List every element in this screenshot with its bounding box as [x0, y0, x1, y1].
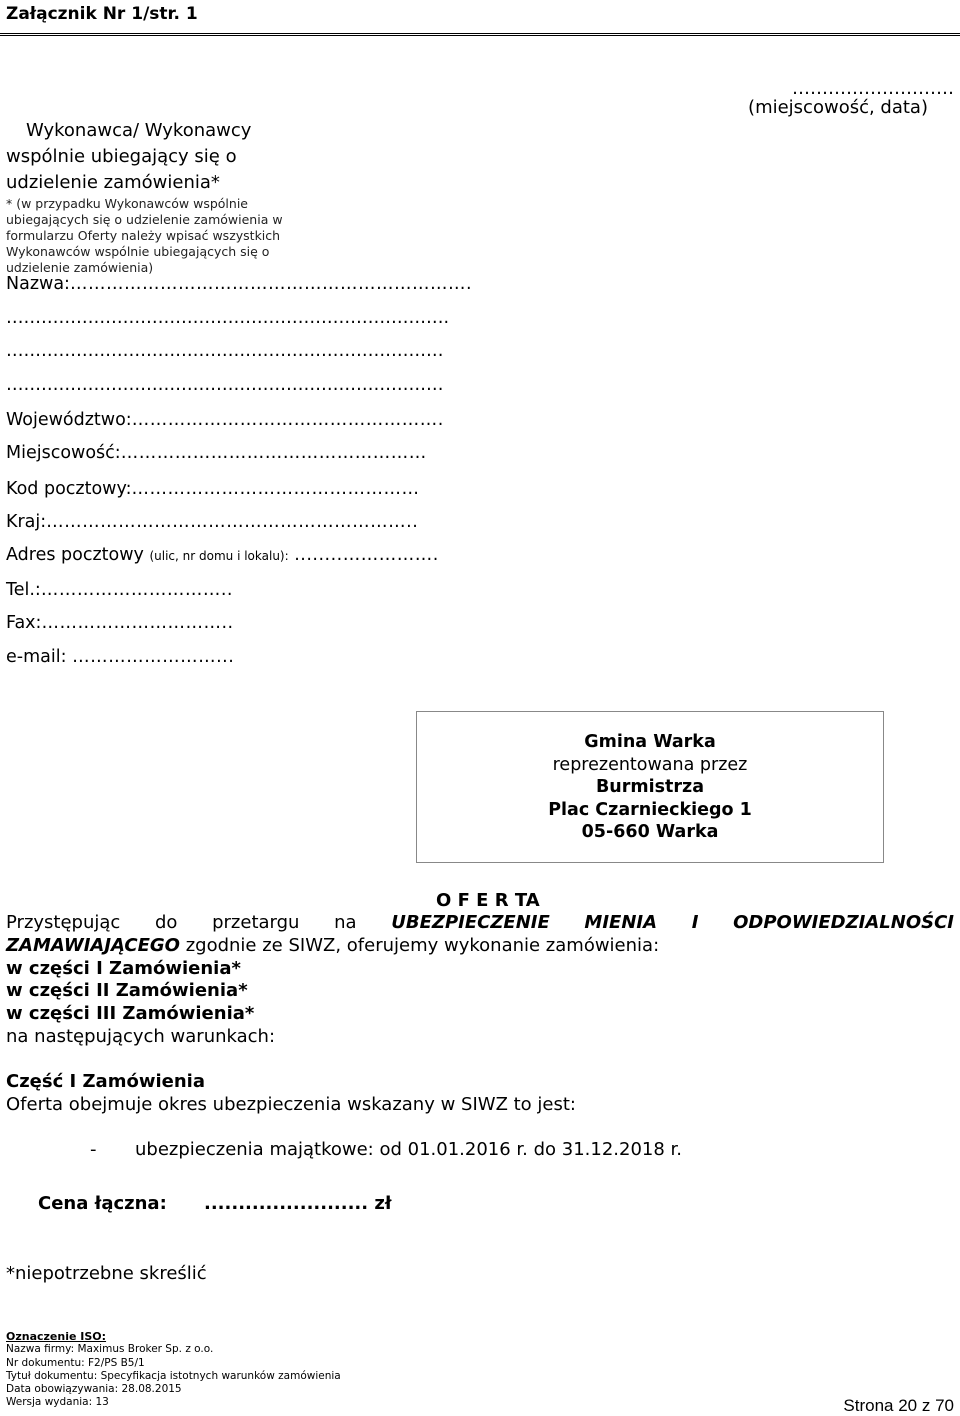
place-date-label: (miejscowość, data): [748, 97, 928, 118]
field-nazwa-dots[interactable]: ………………………………………………………….: [69, 274, 473, 294]
price-label: Cena łączna:: [38, 1193, 167, 1214]
period-text: ubezpieczenia majątkowe: od 01.01.2016 r. do 31.12.2018 r.: [135, 1139, 683, 1160]
field-tel[interactable]: [6, 580, 233, 600]
addressee-street: Plac Czarnieckiego 1: [548, 800, 752, 820]
field-adres[interactable]: [6, 545, 439, 565]
field-adres-dots[interactable]: ........…………….: [294, 545, 439, 565]
field-adres-label: Adres pocztowy: [6, 545, 144, 565]
footnote: *niepotrzebne skreślić: [6, 1263, 207, 1284]
subject-cont: ZAMAWIAJĄCEGO: [6, 935, 180, 956]
place-date-dots[interactable]: ………………………: [792, 78, 954, 99]
field-fax-dots[interactable]: …………………………..: [41, 613, 234, 633]
footer-doc-no: Nr dokumentu: F2/PS B5/1: [6, 1356, 145, 1369]
subject-word: ODPOWIEDZIALNOŚCI: [733, 912, 954, 933]
field-email-dots[interactable]: ……………………...: [72, 647, 235, 667]
field-wojewodztwo[interactable]: [6, 410, 444, 430]
header-divider: [0, 33, 960, 36]
field-miejscowosc[interactable]: [6, 443, 427, 463]
field-kraj-label: Kraj:: [6, 512, 47, 532]
price-value[interactable]: ........................ zł: [204, 1193, 392, 1214]
intro-word: do: [154, 912, 178, 933]
addressee-name: Gmina Warka: [584, 732, 716, 752]
subject-word: UBEZPIECZENIE: [391, 912, 550, 933]
field-email-label: e-mail:: [6, 647, 67, 667]
footer-block: [6, 1330, 341, 1410]
field-nazwa-cont1[interactable]: ………………………………………………………………….: [6, 308, 450, 328]
intro-word: przetargu: [212, 912, 300, 933]
addressee-represented: reprezentowana przez: [552, 755, 748, 775]
field-nazwa-cont3[interactable]: …………………………………………………………………: [6, 375, 444, 395]
field-kraj[interactable]: [6, 512, 418, 532]
contractor-block: [6, 118, 306, 276]
page-number: Strona 20 z 70: [843, 1396, 954, 1415]
field-wojewodztwo-label: Województwo:: [6, 410, 132, 430]
offer-part-3[interactable]: w części III Zamówienia*: [6, 1003, 255, 1024]
field-tel-dots[interactable]: …………………………..: [40, 580, 233, 600]
contractor-note: * (w przypadku Wykonawców wspólnie ubiegających się o udzielenie zamówienia w formularzu Oferty należy wpisać wszystkich Wykonawców wspólnie ubiegających się o udzielenie zamówienia): [6, 196, 283, 275]
field-nazwa-label: Nazwa:: [6, 274, 70, 294]
offer-title: O F E R TA: [436, 890, 540, 911]
intro-word: na: [334, 912, 357, 933]
addressee-postal: 05-660 Warka: [581, 822, 719, 842]
field-miejscowosc-dots[interactable]: ……………………………………………: [120, 443, 427, 463]
intro-rest: zgodnie ze SIWZ, oferujemy wykonanie zamówienia:: [179, 935, 660, 956]
offer-part-1[interactable]: w części I Zamówienia*: [6, 958, 241, 979]
offer-conditions: na następujących warunkach:: [6, 1026, 276, 1047]
field-wojewodztwo-dots[interactable]: …………………………………………….: [131, 410, 444, 430]
footer-iso-label: Oznaczenie ISO:: [6, 1330, 107, 1343]
intro-word: Przystępując: [6, 912, 121, 933]
subject-word: MIENIA: [584, 912, 658, 933]
attachment-title: Załącznik Nr 1/str. 1: [6, 4, 198, 24]
subject-word: I: [691, 912, 699, 933]
field-kraj-dots[interactable]: ……………………………………………………..: [46, 512, 419, 532]
field-email[interactable]: [6, 647, 234, 667]
contractor-title: Wykonawca/ Wykonawcy wspólnie ubiegający się o udzielenie zamówienia*: [6, 120, 252, 193]
period-intro: Oferta obejmuje okres ubezpieczenia wskazany w SIWZ to jest:: [6, 1094, 576, 1115]
period-bullet: -: [90, 1139, 97, 1160]
footer-company: Nazwa firmy: Maximus Broker Sp. z o.o.: [6, 1343, 214, 1356]
field-kod[interactable]: [6, 479, 419, 499]
field-tel-label: Tel.:: [6, 580, 41, 600]
footer-valid-date: Data obowiązywania: 28.08.2015: [6, 1383, 182, 1396]
field-kod-dots[interactable]: …………………………………………: [131, 479, 420, 499]
offer-intro-cont: [6, 935, 659, 956]
field-fax[interactable]: [6, 613, 234, 633]
field-adres-hint: (ulic, nr domu i lokalu):: [149, 549, 289, 563]
section-title: Część I Zamówienia: [6, 1071, 205, 1092]
addressee-mayor: Burmistrza: [595, 777, 705, 797]
offer-part-2[interactable]: w części II Zamówienia*: [6, 980, 248, 1001]
footer-doc-title: Tytuł dokumentu: Specyfikacja istotnych warunków zamówienia: [6, 1369, 341, 1382]
offer-intro-line: [6, 912, 954, 933]
field-miejscowosc-label: Miejscowość:: [6, 443, 121, 463]
field-fax-label: Fax:: [6, 613, 42, 633]
field-kod-label: Kod pocztowy:: [6, 479, 132, 499]
field-nazwa-cont2[interactable]: …………………………………………………………………: [6, 341, 444, 361]
footer-version: Wersja wydania: 13: [6, 1396, 109, 1409]
field-nazwa[interactable]: [6, 274, 472, 294]
